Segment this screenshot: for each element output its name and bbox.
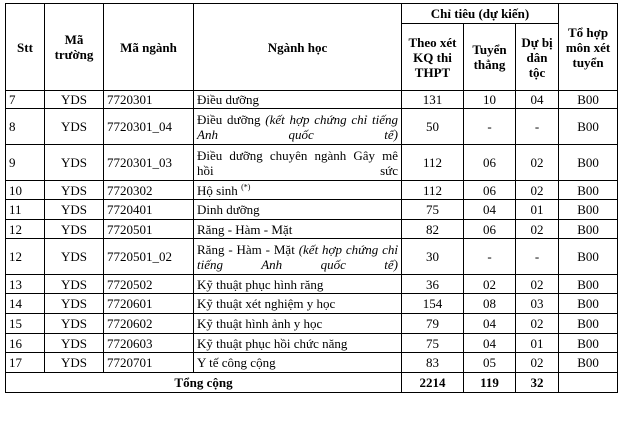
cell-du-bi: - (516, 239, 559, 275)
cell-to-hop: B00 (559, 353, 618, 373)
cell-to-hop: B00 (559, 181, 618, 200)
table-row (6, 181, 618, 200)
cell-ma-nganh: 7720602 (104, 314, 194, 334)
cell-tuyen-thang: 08 (464, 294, 516, 314)
cell-tuyen-thang: 04 (464, 200, 516, 220)
cell-stt: 9 (6, 145, 45, 181)
nganh-name: Điều dưỡng (197, 92, 259, 107)
cell-nganh-hoc (194, 353, 402, 373)
cell-theo-xet: 50 (402, 109, 464, 145)
header-ma-truong: Mã trường (45, 4, 104, 91)
cell-stt: 15 (6, 314, 45, 334)
cell-to-hop: B00 (559, 91, 618, 109)
cell-tuyen-thang: 10 (464, 91, 516, 109)
cell-nganh-hoc (194, 294, 402, 314)
cell-ma-nganh: 7720501 (104, 220, 194, 239)
nganh-name: Kỹ thuật hình ảnh y học (197, 316, 323, 331)
cell-to-hop: B00 (559, 200, 618, 220)
cell-nganh-hoc (194, 334, 402, 353)
cell-stt: 14 (6, 294, 45, 314)
cell-ma-nganh: 7720501_02 (104, 239, 194, 275)
cell-ma-nganh: 7720701 (104, 353, 194, 373)
cell-stt: 12 (6, 220, 45, 239)
table-body (6, 91, 618, 393)
table-row (6, 200, 618, 220)
cell-stt: 12 (6, 239, 45, 275)
cell-ma-nganh: 7720301_04 (104, 109, 194, 145)
header-theo-xet: Theo xét KQ thi THPT (402, 24, 464, 91)
nganh-name: Điều dưỡng chuyên ngành Gây mê hồi sức (197, 147, 398, 178)
total-theo-xet: 2214 (402, 373, 464, 393)
nganh-name: Hộ sinh (197, 182, 242, 198)
total-du-bi: 32 (516, 373, 559, 393)
cell-ma-nganh: 7720302 (104, 181, 194, 200)
cell-to-hop: B00 (559, 334, 618, 353)
cell-theo-xet: 82 (402, 220, 464, 239)
nganh-name: Răng - Hàm - Mặt (197, 221, 293, 237)
cell-ma-truong: YDS (45, 275, 104, 294)
cell-to-hop: B00 (559, 109, 618, 145)
cell-to-hop: B00 (559, 145, 618, 181)
cell-du-bi: 02 (516, 181, 559, 200)
cell-nganh-hoc (194, 239, 402, 275)
cell-ma-nganh: 7720401 (104, 200, 194, 220)
cell-ma-nganh: 7720301 (104, 91, 194, 109)
cell-nganh-hoc (194, 181, 402, 200)
table-row (6, 239, 618, 275)
cell-tuyen-thang: - (464, 109, 516, 145)
cell-stt: 17 (6, 353, 45, 373)
cell-ma-truong: YDS (45, 294, 104, 314)
cell-stt: 10 (6, 181, 45, 200)
table-row (6, 294, 618, 314)
cell-tuyen-thang: 04 (464, 314, 516, 334)
cell-nganh-hoc (194, 145, 402, 181)
cell-ma-nganh: 7720603 (104, 334, 194, 353)
cell-tuyen-thang: - (464, 239, 516, 275)
cell-theo-xet: 79 (402, 314, 464, 334)
cell-du-bi: 04 (516, 91, 559, 109)
table-row (6, 353, 618, 373)
cell-nganh-hoc (194, 314, 402, 334)
cell-to-hop: B00 (559, 314, 618, 334)
cell-ma-truong: YDS (45, 109, 104, 145)
cell-ma-nganh: 7720601 (104, 294, 194, 314)
cell-theo-xet: 154 (402, 294, 464, 314)
total-tuyen-thang: 119 (464, 373, 516, 393)
cell-ma-nganh: 7720301_03 (104, 145, 194, 181)
nganh-name: Y tế công cộng (197, 355, 276, 370)
cell-nganh-hoc (194, 91, 402, 109)
total-label: Tổng cộng (6, 373, 402, 393)
cell-tuyen-thang: 04 (464, 334, 516, 353)
cell-du-bi: 02 (516, 220, 559, 239)
cell-to-hop: B00 (559, 275, 618, 294)
header-ma-nganh: Mã ngành (104, 4, 194, 91)
table-row (6, 334, 618, 353)
cell-theo-xet: 30 (402, 239, 464, 275)
cell-stt: 16 (6, 334, 45, 353)
cell-ma-truong: YDS (45, 181, 104, 200)
cell-du-bi: 03 (516, 294, 559, 314)
cell-to-hop: B00 (559, 294, 618, 314)
cell-stt: 7 (6, 91, 45, 109)
table-row (6, 220, 618, 239)
cell-ma-truong: YDS (45, 220, 104, 239)
nganh-name: Điều dưỡng (197, 111, 266, 127)
cell-du-bi: 02 (516, 275, 559, 294)
cell-nganh-hoc (194, 200, 402, 220)
cell-nganh-hoc (194, 109, 402, 145)
cell-ma-truong: YDS (45, 334, 104, 353)
header-nganh-hoc: Ngành học (194, 4, 402, 91)
cell-tuyen-thang: 02 (464, 275, 516, 294)
table-row (6, 314, 618, 334)
cell-nganh-hoc (194, 220, 402, 239)
cell-tuyen-thang: 06 (464, 220, 516, 239)
nganh-name: Răng - Hàm - Mặt (197, 241, 299, 257)
cell-ma-nganh: 7720502 (104, 275, 194, 294)
cell-ma-truong: YDS (45, 353, 104, 373)
cell-ma-truong: YDS (45, 239, 104, 275)
cell-theo-xet: 75 (402, 200, 464, 220)
header-chi-tieu: Chỉ tiêu (dự kiến) (402, 4, 559, 24)
nganh-name: Kỹ thuật phục hồi chức năng (197, 335, 348, 351)
admission-quota-table (5, 3, 618, 393)
total-to-hop (559, 373, 618, 393)
cell-du-bi: 01 (516, 334, 559, 353)
cell-theo-xet: 112 (402, 145, 464, 181)
header-to-hop: Tổ hợp môn xét tuyển (559, 4, 618, 91)
cell-ma-truong: YDS (45, 145, 104, 181)
cell-stt: 13 (6, 275, 45, 294)
cell-nganh-hoc (194, 275, 402, 294)
cell-ma-truong: YDS (45, 200, 104, 220)
cell-tuyen-thang: 05 (464, 353, 516, 373)
cell-du-bi: - (516, 109, 559, 145)
cell-theo-xet: 75 (402, 334, 464, 353)
cell-tuyen-thang: 06 (464, 181, 516, 200)
header-stt: Stt (6, 4, 45, 91)
cell-du-bi: 02 (516, 145, 559, 181)
nganh-note: (kết hợp chứng chỉ tiếng Anh quốc tế) (197, 241, 398, 272)
cell-ma-truong: YDS (45, 91, 104, 109)
cell-theo-xet: 112 (402, 181, 464, 200)
total-row (6, 373, 618, 393)
nganh-name: Kỹ thuật xét nghiệm y học (197, 296, 336, 311)
footnote-marker: (*) (241, 182, 251, 192)
cell-theo-xet: 36 (402, 275, 464, 294)
nganh-note: (kết hợp chứng chỉ tiếng Anh quốc tế) (197, 111, 398, 142)
header-tuyen-thang: Tuyển thẳng (464, 24, 516, 91)
cell-to-hop: B00 (559, 239, 618, 275)
nganh-name: Dinh dưỡng (197, 202, 260, 217)
cell-tuyen-thang: 06 (464, 145, 516, 181)
cell-du-bi: 01 (516, 200, 559, 220)
table-row (6, 275, 618, 294)
table-row (6, 145, 618, 181)
cell-du-bi: 02 (516, 314, 559, 334)
cell-stt: 11 (6, 200, 45, 220)
header-du-bi: Dự bị dân tộc (516, 24, 559, 91)
cell-theo-xet: 83 (402, 353, 464, 373)
nganh-name: Kỹ thuật phục hình răng (197, 276, 324, 292)
cell-theo-xet: 131 (402, 91, 464, 109)
cell-stt: 8 (6, 109, 45, 145)
cell-ma-truong: YDS (45, 314, 104, 334)
cell-du-bi: 02 (516, 353, 559, 373)
table-row (6, 91, 618, 109)
table-row (6, 109, 618, 145)
cell-to-hop: B00 (559, 220, 618, 239)
